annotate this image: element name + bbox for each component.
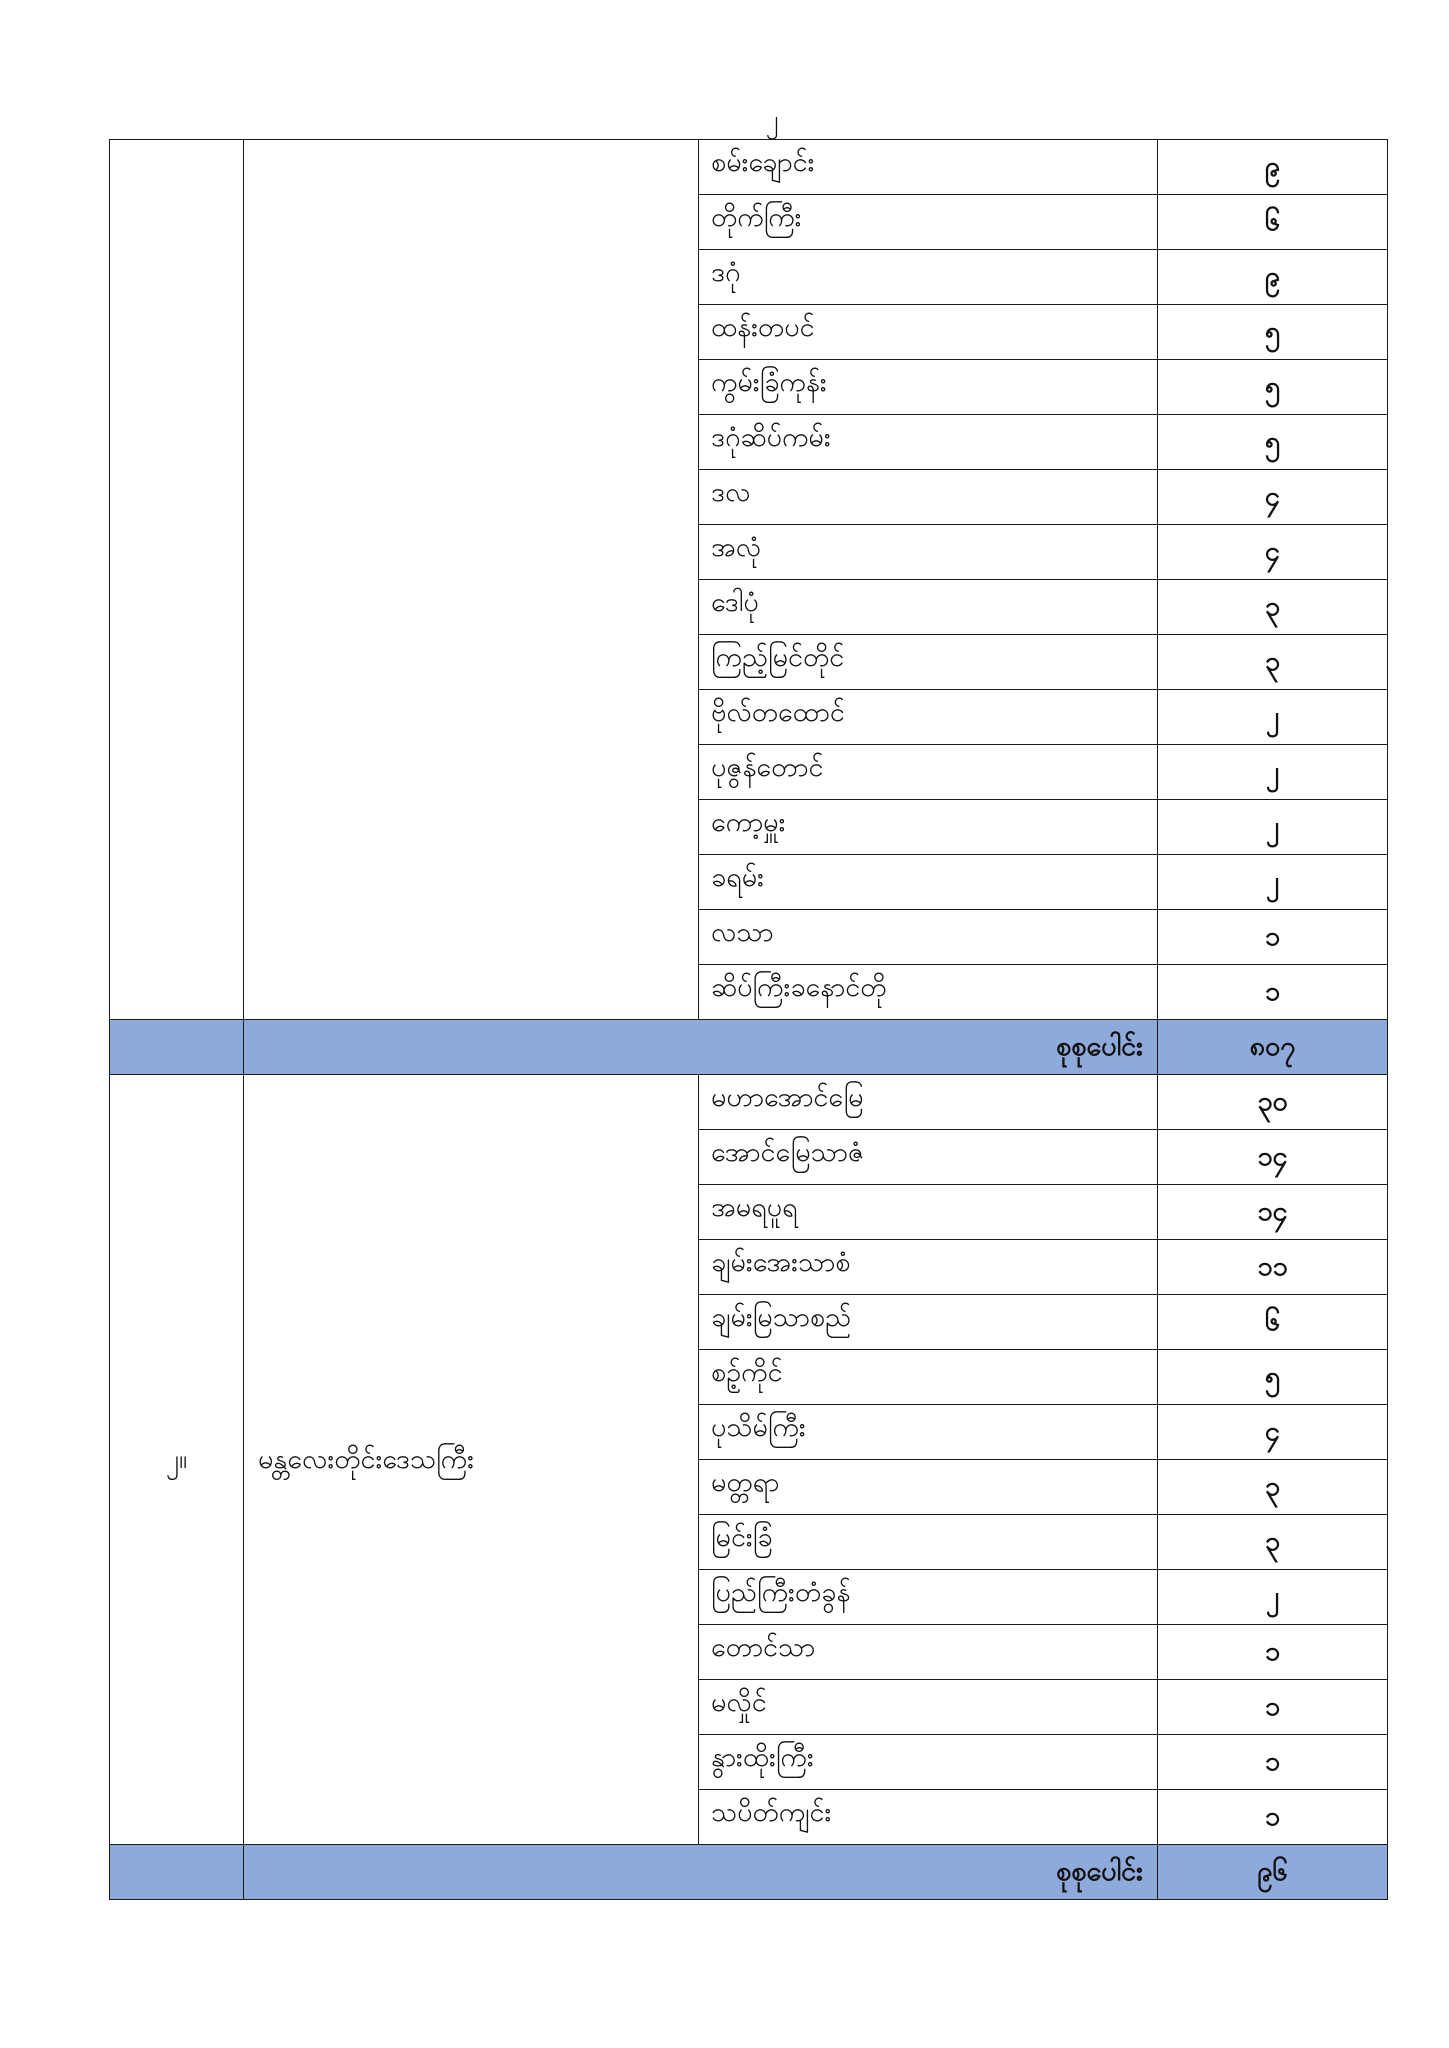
township-cell: မြင်းခြံ (699, 1515, 1158, 1570)
total-row-blank-cell (110, 1020, 244, 1075)
count-cell: ၂ (1158, 800, 1388, 855)
township-cell: အလုံ (699, 525, 1158, 580)
table-row (110, 1075, 1388, 1130)
township-cell: စမ်းချောင်း (699, 140, 1158, 195)
township-cell: ပုဇွန်တောင် (699, 745, 1158, 800)
township-cell: ခရမ်း (699, 855, 1158, 910)
count-cell: ၆ (1158, 195, 1388, 250)
township-cell: ချမ်းမြသာစည် (699, 1295, 1158, 1350)
count-cell: ၁ (1158, 910, 1388, 965)
township-cell: လသာ (699, 910, 1158, 965)
township-cell: မလှိုင် (699, 1680, 1158, 1735)
count-cell: ၁ (1158, 1680, 1388, 1735)
region-cell (244, 140, 699, 1020)
count-cell: ၅ (1158, 415, 1388, 470)
township-cell: စဉ့်ကိုင် (699, 1350, 1158, 1405)
count-cell: ၁ (1158, 965, 1388, 1020)
township-cell: ချမ်းအေးသာစံ (699, 1240, 1158, 1295)
count-cell: ၁ (1158, 1625, 1388, 1680)
count-cell: ၅ (1158, 360, 1388, 415)
count-cell: ၁၁ (1158, 1240, 1388, 1295)
township-cell: မတ္တရာ (699, 1460, 1158, 1515)
township-cell: ကြည့်မြင်တိုင် (699, 635, 1158, 690)
total-row (110, 1020, 1388, 1075)
township-cell: ဒဂုံဆိပ်ကမ်း (699, 415, 1158, 470)
count-cell: ၂ (1158, 1570, 1388, 1625)
count-cell: ၃ (1158, 580, 1388, 635)
count-cell: ၃ (1158, 635, 1388, 690)
count-cell: ၄ (1158, 525, 1388, 580)
total-value: ၈၀၇ (1158, 1020, 1388, 1075)
count-cell: ၃၀ (1158, 1075, 1388, 1130)
count-cell: ၂ (1158, 745, 1388, 800)
count-cell: ၁၄ (1158, 1185, 1388, 1240)
township-cell: ဗိုလ်တထောင် (699, 690, 1158, 745)
township-cell: နွားထိုးကြီး (699, 1735, 1158, 1790)
count-cell: ၁ (1158, 1790, 1388, 1845)
total-value: ၉၆ (1158, 1845, 1388, 1900)
total-row-blank-cell (110, 1845, 244, 1900)
township-cell: ဒလ (699, 470, 1158, 525)
township-cell: တောင်သာ (699, 1625, 1158, 1680)
count-cell: ၉ (1158, 140, 1388, 195)
township-cell: ပုသိမ်ကြီး (699, 1405, 1158, 1460)
count-cell: ၄ (1158, 1405, 1388, 1460)
township-cell: ပြည်ကြီးတံခွန် (699, 1570, 1158, 1625)
township-cell: အမရပူရ (699, 1185, 1158, 1240)
count-cell: ၆ (1158, 1295, 1388, 1350)
township-cell: အောင်မြေသာဇံ (699, 1130, 1158, 1185)
township-count-table (109, 139, 1388, 1900)
table-row (110, 140, 1388, 195)
count-cell: ၂ (1158, 855, 1388, 910)
township-cell: ဒေါပုံ (699, 580, 1158, 635)
total-row (110, 1845, 1388, 1900)
page-number: ၂ (765, 105, 779, 135)
township-cell: ဆိပ်ကြီးခနောင်တို (699, 965, 1158, 1020)
township-cell: ထန်းတပင် (699, 305, 1158, 360)
count-cell: ၃ (1158, 1515, 1388, 1570)
count-cell: ၁ (1158, 1735, 1388, 1790)
total-label: စုစုပေါင်း (244, 1020, 1158, 1075)
section-number-cell: ၂။ (110, 1075, 244, 1845)
count-cell: ၁၄ (1158, 1130, 1388, 1185)
township-cell: မဟာအောင်မြေ (699, 1075, 1158, 1130)
count-cell: ၉ (1158, 250, 1388, 305)
township-cell: တိုက်ကြီး (699, 195, 1158, 250)
count-cell: ၄ (1158, 470, 1388, 525)
region-cell: မန္တလေးတိုင်းဒေသကြီး (244, 1075, 699, 1845)
count-cell: ၃ (1158, 1460, 1388, 1515)
count-cell: ၅ (1158, 1350, 1388, 1405)
total-label: စုစုပေါင်း (244, 1845, 1158, 1900)
township-cell: ကော့မှူး (699, 800, 1158, 855)
township-cell: ကွမ်းခြံကုန်း (699, 360, 1158, 415)
count-cell: ၅ (1158, 305, 1388, 360)
township-cell: သပိတ်ကျင်း (699, 1790, 1158, 1845)
count-cell: ၂ (1158, 690, 1388, 745)
section-number-cell (110, 140, 244, 1020)
township-cell: ဒဂုံ (699, 250, 1158, 305)
